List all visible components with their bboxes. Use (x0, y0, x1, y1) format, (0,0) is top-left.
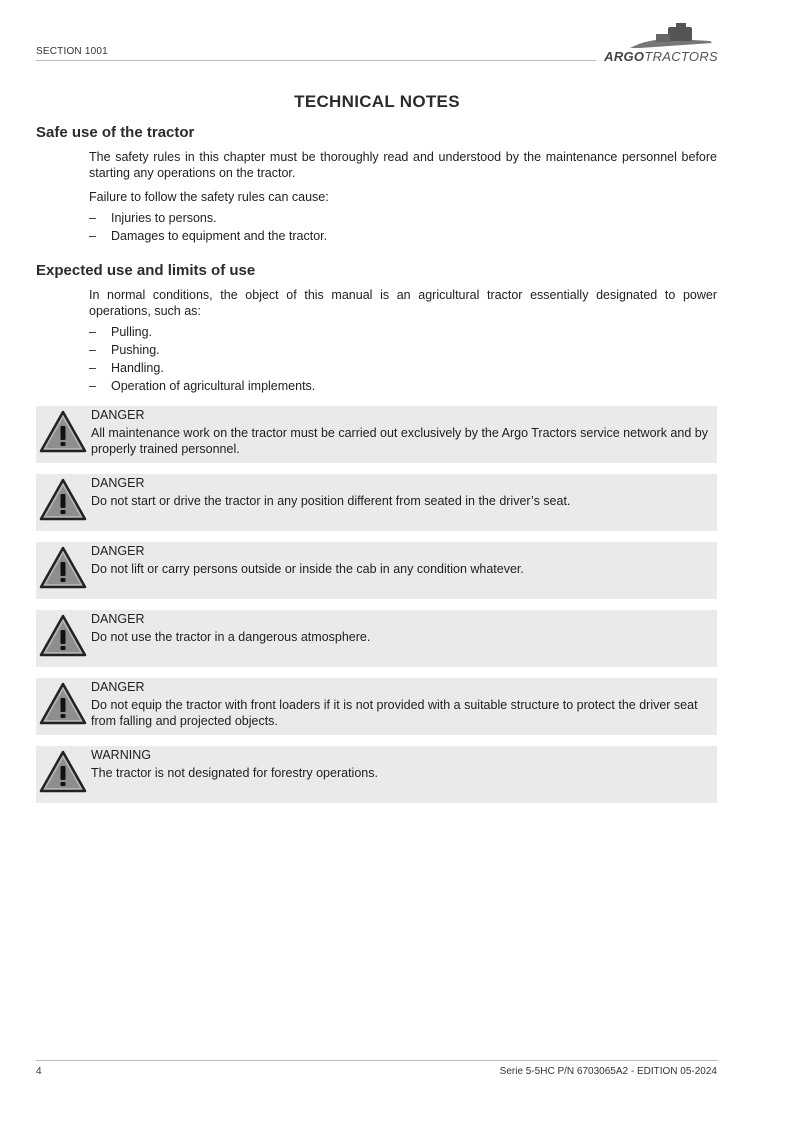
warning-triangle-icon (39, 546, 87, 590)
list-dash: – (89, 361, 96, 375)
header-rule (36, 60, 596, 61)
page-number: 4 (36, 1066, 42, 1077)
page-title: TECHNICAL NOTES (294, 92, 460, 111)
danger-notice (36, 542, 717, 599)
logo-wordmark (604, 49, 718, 64)
notice-title: DANGER (91, 680, 145, 694)
list-item-text: Pulling. (111, 325, 152, 339)
notice-title: DANGER (91, 544, 145, 558)
notice-title: DANGER (91, 476, 145, 490)
list-dash: – (89, 211, 96, 225)
warning-triangle-icon (39, 682, 87, 726)
danger-notice (36, 610, 717, 667)
notice-title: DANGER (91, 612, 145, 626)
notice-text: Do not start or drive the tractor in any position different from seated in the driver’s seat. (91, 494, 571, 508)
heading-expected-use: Expected use and limits of use (36, 262, 256, 279)
warning-triangle-icon (39, 614, 87, 658)
footer-rule (36, 1060, 718, 1061)
list-dash: – (89, 343, 96, 357)
list-dash: – (89, 379, 96, 393)
list-item (89, 360, 315, 378)
expected-use-list (89, 324, 315, 396)
argo-tractors-logo (600, 22, 718, 64)
warning-triangle-icon (39, 478, 87, 522)
danger-notice (36, 474, 717, 531)
safe-use-paragraph-1: The safety rules in this chapter must be thoroughly read and understood by the maintenance personnel before starting any operations on the tractor. (89, 150, 717, 180)
list-item (89, 342, 315, 360)
list-dash: – (89, 229, 96, 243)
list-item-text: Operation of agricultural implements. (111, 379, 316, 393)
notice-text: Do not equip the tractor with front loaders if it is not provided with a suitable structure to protect the driver seat from falling and projected objects. (91, 698, 698, 728)
tractor-silhouette-icon (600, 22, 718, 50)
list-item (89, 228, 327, 246)
edition-label: Serie 5-5HC P/N 6703065A2 - EDITION 05-2024 (499, 1066, 717, 1077)
notice-text: Do not lift or carry persons outside or inside the cab in any condition whatever. (91, 562, 524, 576)
list-item-text: Injuries to persons. (111, 211, 217, 225)
safe-use-paragraph-2: Failure to follow the safety rules can cause: (89, 190, 329, 204)
notice-text: Do not use the tractor in a dangerous atmosphere. (91, 630, 371, 644)
expected-use-paragraph: In normal conditions, the object of this manual is an agricultural tractor essentially designated to power operations, such as: (89, 288, 717, 318)
notice-text: The tractor is not designated for forestry operations. (91, 766, 378, 780)
page-header (36, 22, 718, 64)
list-item-text: Damages to equipment and the tractor. (111, 229, 328, 243)
danger-notice (36, 406, 717, 463)
danger-notice (36, 678, 717, 735)
notice-title: WARNING (91, 748, 151, 762)
list-item (89, 210, 327, 228)
safe-use-list (89, 210, 327, 246)
logo-light: TRACTORS (644, 49, 718, 64)
list-dash: – (89, 325, 96, 339)
warning-triangle-icon (39, 410, 87, 454)
heading-safe-use: Safe use of the tractor (36, 124, 195, 141)
section-label: SECTION 1001 (36, 46, 108, 57)
warning-notice (36, 746, 717, 803)
warning-triangle-icon (39, 750, 87, 794)
list-item-text: Pushing. (111, 343, 160, 357)
notice-text: All maintenance work on the tractor must be carried out exclusively by the Argo Tractors service network and by properly trained personnel. (91, 426, 708, 456)
list-item-text: Handling. (111, 361, 164, 375)
list-item (89, 324, 315, 342)
notice-title: DANGER (91, 408, 145, 422)
logo-bold: ARGO (604, 49, 645, 64)
list-item (89, 378, 315, 396)
